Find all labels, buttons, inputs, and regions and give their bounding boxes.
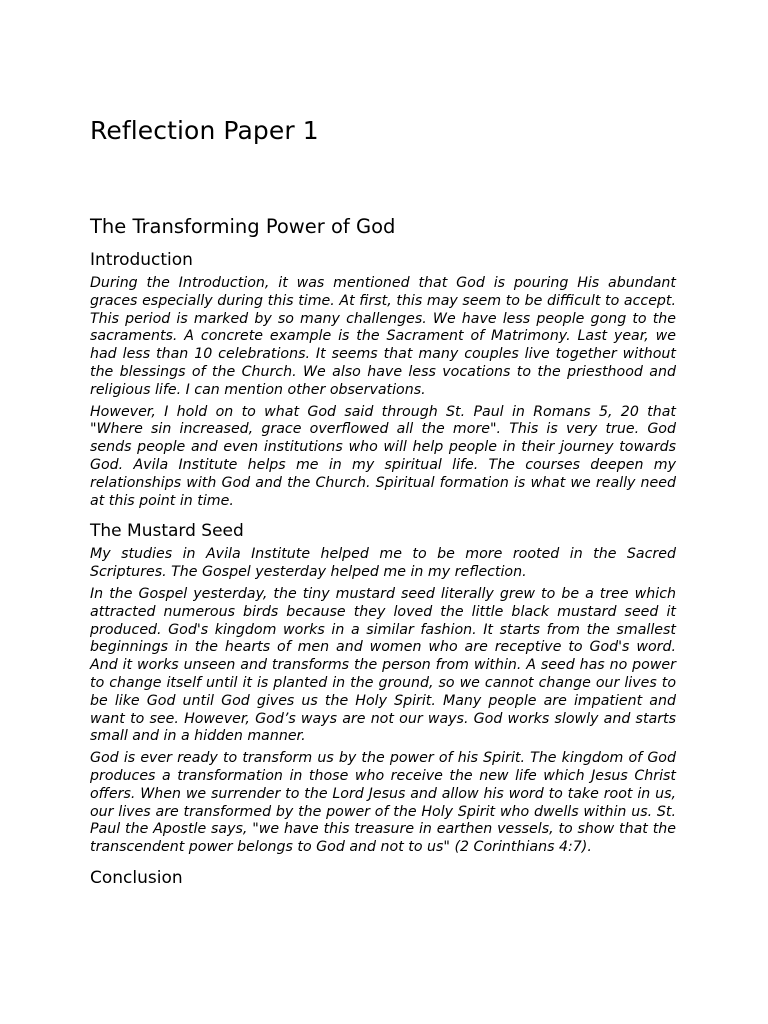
heading-mustard-seed: The Mustard Seed: [90, 521, 244, 542]
document-body: [90, 112, 676, 890]
paragraph: My studies in Avila Institute helped me to be more rooted in the Sacred Scriptures. The Gospel yesterday helped me in my reflection.: [90, 546, 676, 581]
document-title: Reflection Paper 1: [90, 116, 319, 145]
paragraph: In the Gospel yesterday, the tiny mustard seed literally grew to be a tree which attracted numerous birds because they loved the little black mustard seed it produced. God's kingdom works in a similar fashion. It starts from the smallest beginnings in the hearts of men and women who are receptive to God's word. And it works unseen and transforms the person from within. A seed has no power to change itself until it is planted in the ground, so we cannot change our lives to be like God until God gives us the Holy Spirit. Many people are impatient and want to see. However, God’s ways are not our ways. God works slowly and starts small and in a hidden manner.: [90, 585, 676, 745]
paragraph: During the Introduction, it was mentioned that God is pouring His abundant graces especially during this time. At first, this may seem to be difficult to accept. This period is marked by so many challenges. We have less people gong to the sacraments. A concrete example is the Sacrament of Matrimony. Last year, we had less than 10 celebrations. It seems that many couples live together without the blessings of the Church. We also have less vocations to the priesthood and religious life. I can mention other observations.: [90, 275, 676, 398]
heading-conclusion: Conclusion: [90, 867, 183, 888]
paragraph: God is ever ready to transform us by the power of his Spirit. The kingdom of God produces a transformation in those who receive the new life which Jesus Christ offers. When we surrender to the Lord Jesus and allow his word to take root in us, our lives are transformed by the power of the Holy Spirit who dwells within us. St. Paul the Apostle says, "we have this treasure in earthen vessels, to show that the transcendent power belongs to God and not to us" (2 Corinthians 4:7).: [90, 750, 676, 856]
paragraph: However, I hold on to what God said through St. Paul in Romans 5, 20 that "Where sin increased, grace overflowed all the more". This is very true. God sends people and even institutions who will help people in their journey towards God. Avila Institute helps me in my spiritual life. The courses deepen my relationships with God and the Church. Spiritual formation is what we really need at this point in time.: [90, 403, 676, 509]
heading-introduction: Introduction: [90, 250, 193, 270]
section-title: The Transforming Power of God: [90, 215, 396, 238]
